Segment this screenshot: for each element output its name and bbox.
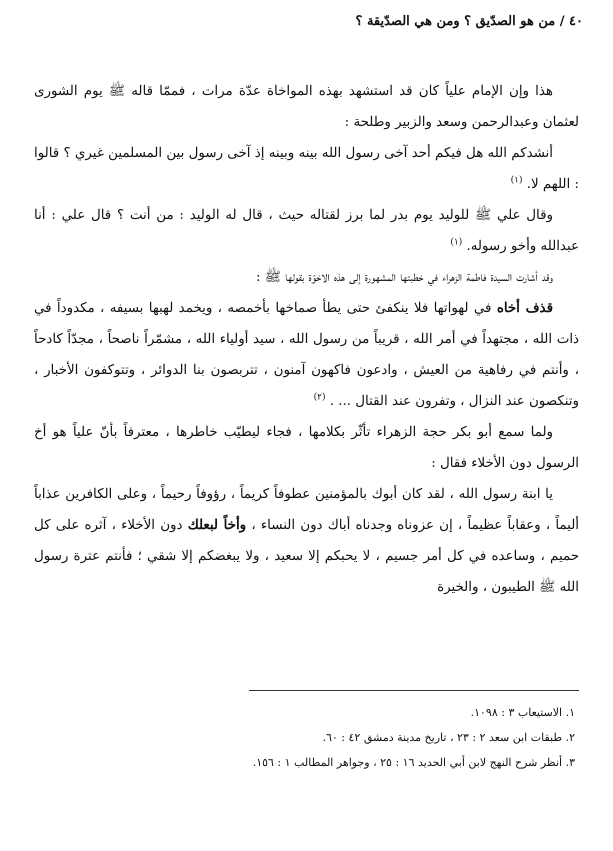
footnote-3: ٣. أنظر شرح النهج لابن أبي الحديد ١٦ : ٢٥ ، وجواهر المطالب ١ : ١٥٦. [252,756,575,769]
footnote-ref: (٢) [313,392,326,403]
paragraph-2 [34,138,579,200]
paragraph-text: دون الأخلاء ، آثره على كل حميم ، وساعده في كل أمر جسيم ، لا يحبكم إلا سعيد ، ولا يبغضكم إلا شقي ؛ فأنتم عترة رسول الله ﷺ الطيبون ، والخيرة [34,518,579,595]
paragraph-3 [34,200,579,262]
paragraph-text: يا ابنة رسول الله ، لقد كان أبوك بالمؤمنين عطوفاً كريماً ، رؤوفاً رحيماً ، وعلى الكافرين عذاباً أليماً ، وعقاباً عظيماً ، إن عزوناه وجدناه أباك دون النساء ، [34,487,580,533]
paragraph-bold: وأخاً لبعلك [187,517,247,533]
main-text [34,76,579,603]
footnote-ref: (١) [450,237,463,248]
footnote-ref: (١) [510,175,523,186]
paragraph-text: في لهواتها فلا ينكفئ حتى يطأ صماخها بأخمصه ، ويخمد لهبها بسيفه ، مكدوداً في ذات الله ، مجتهداً في أمر الله ، قريباً من رسول الله ، سيد أولياء الله ، مشمّراً ناصحاً ، مجدّاً كادحاً ، وأنتم في رفاهية من العيش ، وادعون فاكهون آمنون ، تتربصون بنا الدوائر ، وتتوكفون الأخبار ، وتنكصون عند النزال ، وتفرون عند القتال ... . [34,301,579,409]
paragraph-1 [34,76,579,138]
paragraph-7 [34,479,579,603]
footnote-2: ٢. طبقات ابن سعد ٢ : ٢٣ ، تاريخ مدينة دمشق ٤٢ : ٦٠. [322,731,575,744]
footnote-divider [249,690,579,691]
paragraph-lead: قذف أخاه [496,300,553,316]
paragraph-5 [34,293,579,417]
footnote-1: ١. الاستيعاب ٣ : ١٠٩٨. [470,706,575,719]
paragraph-text: وقال علي ﷺ للوليد يوم بدر لما برز لقتاله حيث ، قال له الوليد : من أنت ؟ قال علي : أنا عبدالله وأخو رسوله. [34,208,579,254]
paragraph-text: وقد أشارت السيدة فاطمة الزهراء في خطبتها المشهورة إلى هذه الاخوّة بقولها ﷺ : [255,270,553,285]
paragraph-text: هذا وإن الإمام علياً كان قد استشهد بهذه المواخاة عدّة مرات ، فممّا قاله ﷺ يوم الشورى لعثمان وعبدالرحمن وسعد والزبير وطلحة : [34,84,579,130]
footnotes [35,700,575,775]
paragraph-6 [34,417,579,479]
page-header: ٤٠ / من هو الصدّيق ؟ ومن هي الصدّيقة ؟ [355,14,583,29]
paragraph-4 [34,262,579,293]
paragraph-text: أنشدكم الله هل فيكم أحد آخى رسول الله بينه وبينه إذ آخى رسول بين المسلمين غيري ؟ قالوا : اللهم لا. [34,146,579,192]
paragraph-text: ولما سمع أبو بكر حجة الزهراء تأثّر بكلامها ، فجاء ليطيّب خاطرها ، معترفاً بأنّ علياً هو أخ الرسول دون الأخلاء فقال : [34,425,579,471]
